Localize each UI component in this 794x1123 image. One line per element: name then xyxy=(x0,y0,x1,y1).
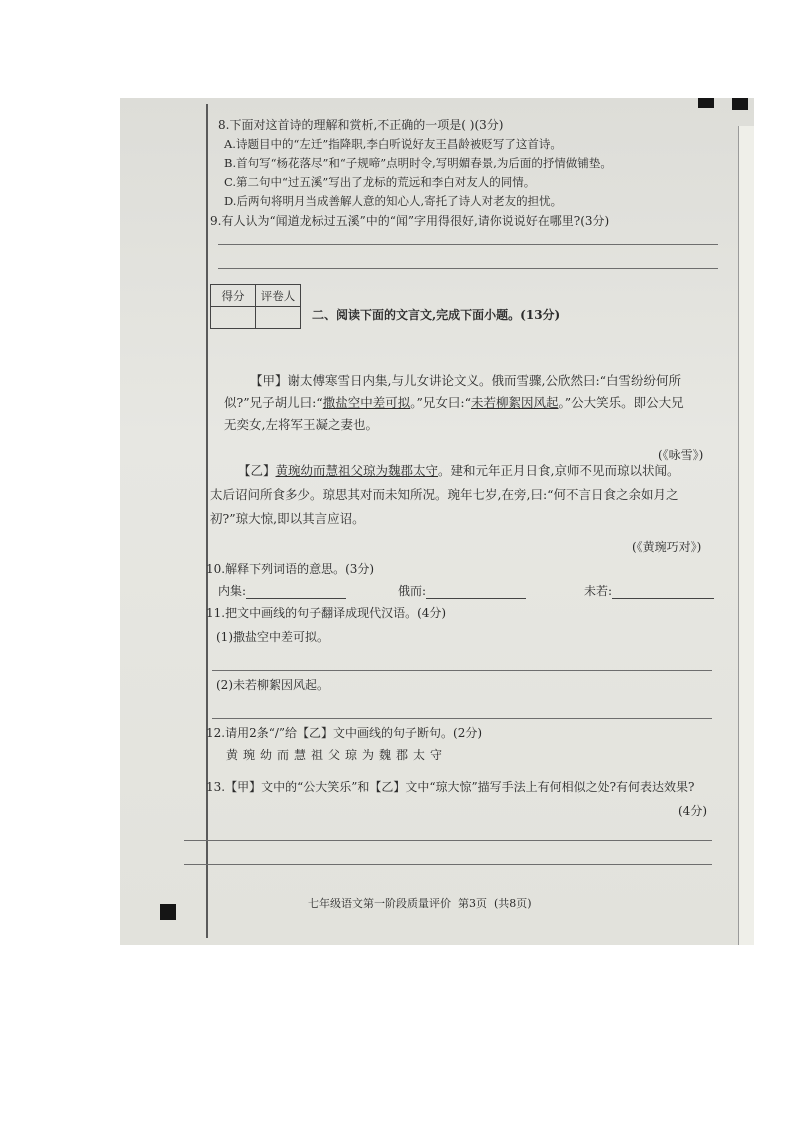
question-8-option-b: B.首句写“杨花落尽”和“子规啼”点明时令,写明媚春景,为后面的抒情做铺垫。 xyxy=(224,156,612,170)
question-8-option-c: C.第二句中“过五溪”写出了龙标的荒远和李白对友人的同情。 xyxy=(224,175,536,189)
question-13-score: (4分) xyxy=(678,804,707,818)
score-cell[interactable] xyxy=(211,307,256,329)
underlined-sentence-2: 未若柳絮因风起 xyxy=(470,395,559,410)
page-total: (共8页) xyxy=(494,897,532,910)
passage-yi-line-3: 初?”琼大惊,即以其言应诏。 xyxy=(210,511,365,526)
passage-text: 。”兄女曰:“ xyxy=(410,395,471,410)
answer-line[interactable] xyxy=(212,718,712,719)
exam-title: 七年级语文第一阶段质量评价 xyxy=(308,897,451,910)
answer-line[interactable] xyxy=(218,268,718,269)
question-12-stem: 12.请用2条“/”给【乙】文中画线的句子断句。(2分) xyxy=(206,726,483,740)
passage-text: 。建和元年正月日食,京师不见而琼以状闻。 xyxy=(438,463,680,478)
registration-mark xyxy=(160,904,176,920)
scanned-exam-photo xyxy=(120,98,754,945)
question-10-word-1 xyxy=(218,584,346,599)
answer-line[interactable] xyxy=(184,840,712,841)
question-11-sentence-2: (2)未若柳絮因风起。 xyxy=(216,678,329,692)
passage-jia-source: (《咏雪》) xyxy=(658,448,704,462)
exam-page xyxy=(206,104,728,938)
question-9-stem: 9.有人认为“闻道龙标过五溪”中的“闻”字用得很好,请你说说好在哪里?(3分) xyxy=(210,214,610,228)
underlined-sentence-3: 黄琬幼而慧祖父琼为魏郡太守 xyxy=(275,463,439,478)
word-label: 俄而: xyxy=(398,584,427,598)
grader-cell[interactable] xyxy=(256,307,301,329)
question-11-stem: 11.把文中画线的句子翻译成现代汉语。(4分) xyxy=(206,606,447,620)
underlined-sentence-1: 撒盐空中差可拟 xyxy=(322,395,411,410)
page-footer xyxy=(308,896,532,911)
passage-yi-source: (《黄琬巧对》) xyxy=(632,540,702,554)
passage-yi-line-1 xyxy=(238,460,680,482)
registration-mark xyxy=(732,98,748,110)
passage-yi-line-2: 太后诏问所食多少。琼思其对而未知所况。琬年七岁,在旁,曰:“何不言日食之余如月之 xyxy=(210,487,679,502)
answer-line[interactable] xyxy=(218,244,718,245)
word-label: 未若: xyxy=(584,584,613,598)
passage-jia-line-3: 无奕女,左将军王凝之妻也。 xyxy=(224,417,378,432)
score-box xyxy=(210,284,301,329)
section-2-heading: 二、阅读下面的文言文,完成下面小题。(13分) xyxy=(312,308,561,322)
answer-blank[interactable] xyxy=(246,586,346,599)
passage-text: 。”公大笑乐。即公大兄 xyxy=(558,395,684,410)
passage-jia-line-1: 【甲】谢太傅寒雪日内集,与儿女讲论文义。俄而雪骤,公欣然曰:“白雪纷纷何所 xyxy=(250,373,682,388)
page-number: 第3页 xyxy=(458,897,487,910)
question-10-word-3 xyxy=(584,584,714,599)
question-8-option-d: D.后两句将明月当成善解人意的知心人,寄托了诗人对老友的担忧。 xyxy=(224,194,563,208)
answer-blank[interactable] xyxy=(612,586,714,599)
question-8-stem: 8.下面对这首诗的理解和赏析,不正确的一项是( )(3分) xyxy=(218,118,504,132)
question-10-stem: 10.解释下列词语的意思。(3分) xyxy=(206,562,375,576)
passage-text: 【乙】 xyxy=(238,463,276,478)
answer-line[interactable] xyxy=(184,864,712,865)
grader-label: 评卷人 xyxy=(256,285,301,307)
score-label: 得分 xyxy=(211,285,256,307)
passage-jia-line-2 xyxy=(224,392,684,414)
adjacent-page-edge xyxy=(738,126,754,945)
question-11-sentence-1: (1)撒盐空中差可拟。 xyxy=(216,630,329,644)
question-13-stem: 13.【甲】文中的“公大笑乐”和【乙】文中“琼大惊”描写手法上有何相似之处?有何表达效果? xyxy=(206,780,695,794)
question-12-sentence[interactable]: 黄琬幼而慧祖父琼为魏郡太守 xyxy=(226,748,448,762)
question-10-word-2 xyxy=(398,584,526,599)
word-label: 内集: xyxy=(218,584,247,598)
answer-line[interactable] xyxy=(212,670,712,671)
answer-blank[interactable] xyxy=(426,586,526,599)
question-8-option-a: A.诗题目中的“左迁”指降职,李白听说好友王昌龄被贬写了这首诗。 xyxy=(224,137,562,151)
passage-text: 似?”兄子胡儿曰:“ xyxy=(224,395,323,410)
